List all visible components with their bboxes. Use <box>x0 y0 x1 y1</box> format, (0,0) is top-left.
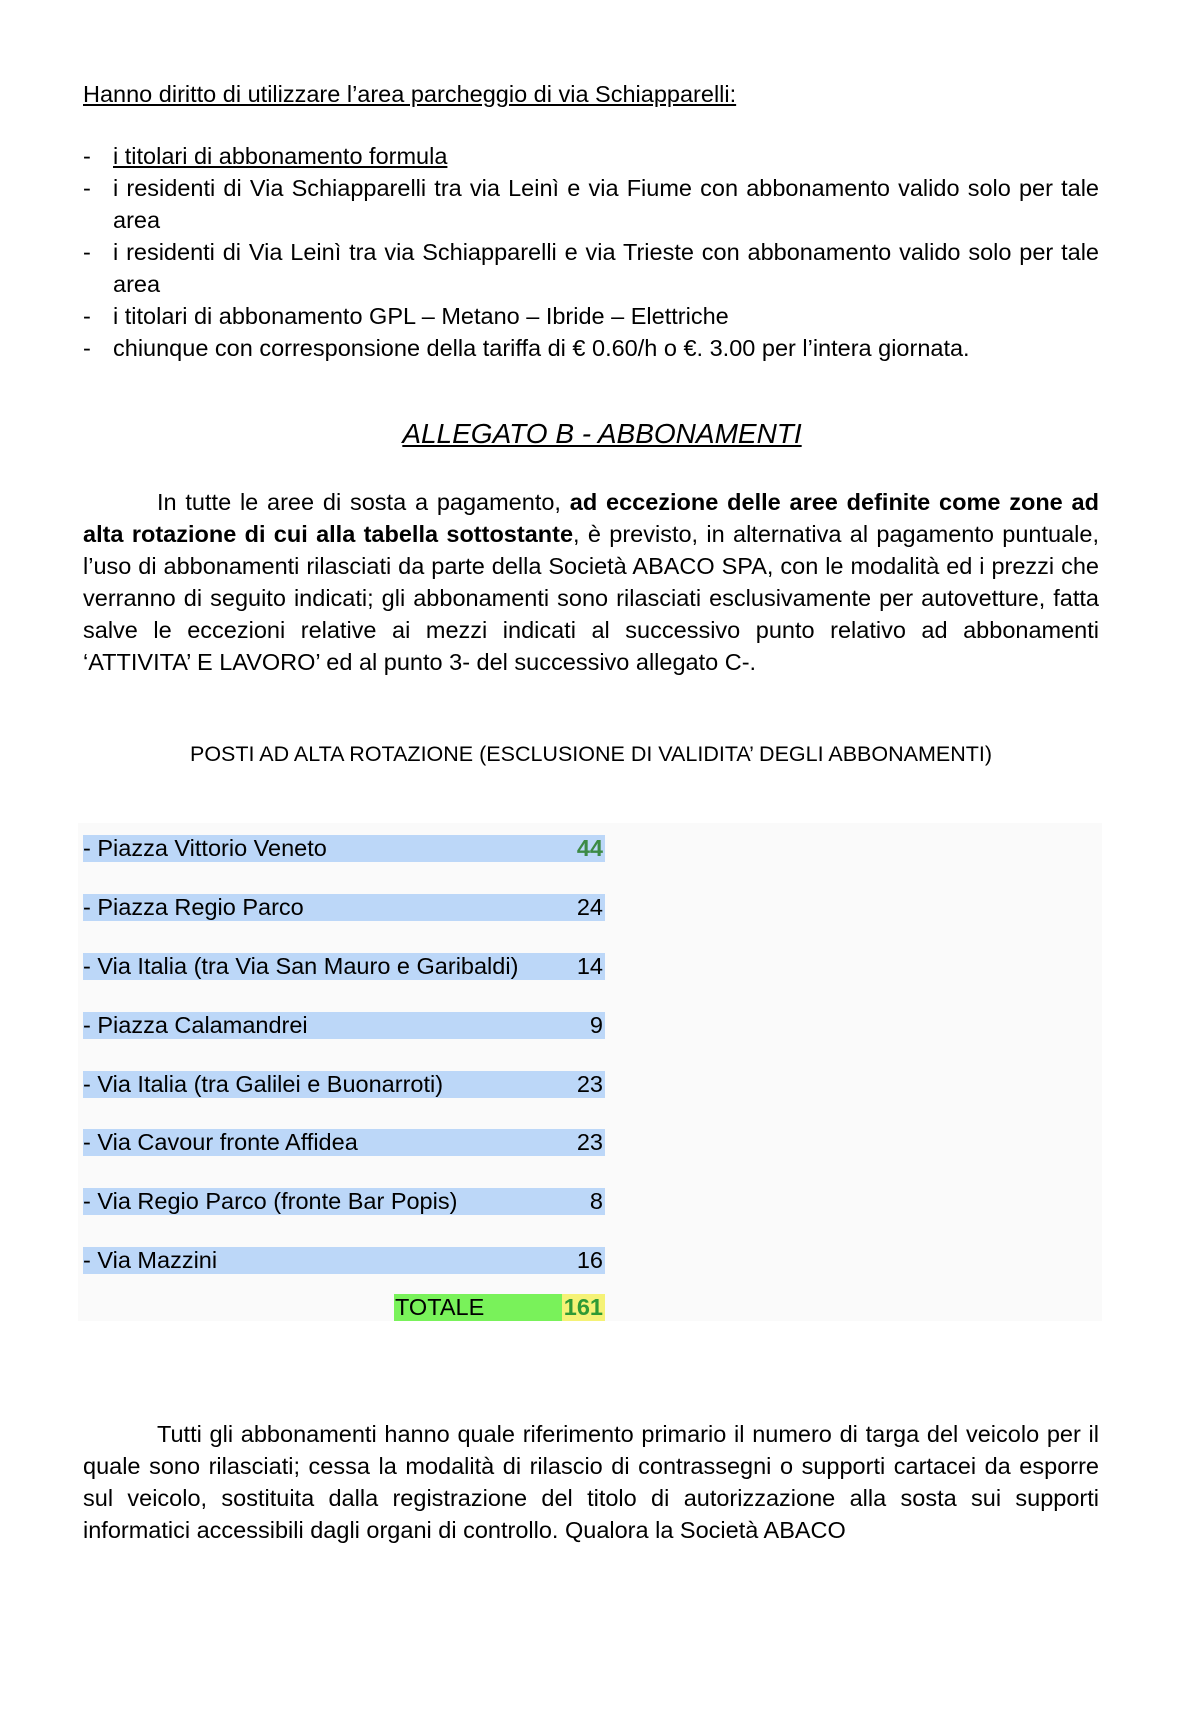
intro-paragraph-start: In tutte le aree di sosta a pagamento, <box>157 489 570 515</box>
row-spaces: 23 <box>576 1071 603 1097</box>
bullet-dash: - <box>83 239 91 265</box>
list-item <box>83 172 1099 236</box>
row-location: - Piazza Regio Parco <box>83 894 304 920</box>
table-row <box>83 835 605 862</box>
table-row <box>83 1188 605 1215</box>
parking-area-heading: Hanno diritto di utilizzare l’area parcheggio di via Schiapparelli: <box>83 81 737 107</box>
list-item-text: i residenti di Via Schiapparelli tra via Leinì e via Fiume con abbonamento valido solo per tale area <box>113 175 1099 233</box>
list-item-text: chiunque con corresponsione della tariffa di € 0.60/h o €. 3.00 per l’intera giornata. <box>113 335 970 361</box>
list-item <box>83 332 1099 364</box>
row-location: - Piazza Vittorio Veneto <box>83 835 327 861</box>
row-location: - Piazza Calamandrei <box>83 1012 308 1038</box>
row-spaces: 44 <box>576 835 603 861</box>
list-item-text: i residenti di Via Leinì tra via Schiapparelli e via Trieste con abbonamento valido solo per tale area <box>113 239 1099 297</box>
bullet-dash: - <box>83 175 91 201</box>
table-row <box>83 894 605 921</box>
intro-paragraph <box>83 486 1099 678</box>
row-spaces: 14 <box>576 953 603 979</box>
bullet-dash: - <box>83 303 91 329</box>
table-row <box>83 1071 605 1098</box>
row-spaces: 16 <box>576 1247 603 1273</box>
intro-paragraph-bold: ad eccezione delle aree definite come zone ad alta rotazione di cui alla tabella sottostante <box>83 489 1099 547</box>
table-row <box>83 1129 605 1156</box>
section-title-text: ALLEGATO B - ABBONAMENTI <box>402 418 802 449</box>
eligibility-list <box>83 140 1099 364</box>
row-location: - Via Cavour fronte Affidea <box>83 1129 358 1155</box>
row-location: - Via Mazzini <box>83 1247 218 1273</box>
bullet-dash: - <box>83 335 91 361</box>
total-value: 161 <box>563 1294 603 1320</box>
list-item <box>83 236 1099 300</box>
row-location: - Via Italia (tra Galilei e Buonarroti) <box>83 1071 444 1097</box>
list-item-text: i titolari di abbonamento GPL – Metano – Ibride – Elettriche <box>113 303 729 329</box>
row-spaces: 23 <box>576 1129 603 1155</box>
subscriptions-paragraph: Tutti gli abbonamenti hanno quale riferimento primario il numero di targa del veicolo per il quale sono rilasciati; cessa la modalità di rilascio di contrassegni o supporti cartacei da esporre sul veicolo, sostituita dalla registrazione del titolo di autorizzazione alla sosta sui supporti informatici accessibili dagli organi di controllo. Qualora la Società ABACO <box>83 1421 1099 1543</box>
list-item <box>83 300 1099 332</box>
table-row <box>83 953 605 980</box>
row-spaces: 9 <box>589 1012 603 1038</box>
table-row <box>83 1247 605 1274</box>
bullet-dash: - <box>83 143 91 169</box>
list-item-text: i titolari di abbonamento formula <box>113 143 448 169</box>
section-title <box>0 418 1196 450</box>
row-location: - Via Regio Parco (fronte Bar Popis) <box>83 1188 458 1214</box>
row-spaces: 24 <box>576 894 603 920</box>
table-caption: POSTI AD ALTA ROTAZIONE (ESCLUSIONE DI VALIDITA’ DEGLI ABBONAMENTI) <box>189 742 993 766</box>
row-location: - Via Italia (tra Via San Mauro e Garibaldi) <box>83 953 519 979</box>
total-value-cell <box>562 1294 605 1321</box>
total-label-cell <box>394 1294 562 1321</box>
list-item <box>83 140 1099 172</box>
total-label: TOTALE <box>395 1294 485 1320</box>
intro-paragraph-rest: , è previsto, in alternativa al pagamento puntuale, l’uso di abbonamenti rilasciati da parte della Società ABACO SPA, con le modalità ed i prezzi che verranno di seguito indicati; gli abbonamenti sono rilasciati esclusivamente per autovetture, fatta salve le eccezioni relative ai mezzi indicati al successivo punto relativo ad abbonamenti ‘ATTIVITA’ E LAVORO’ ed al punto 3- del successivo allegato C-. <box>83 521 1099 675</box>
table-row <box>83 1012 605 1039</box>
row-spaces: 8 <box>589 1188 603 1214</box>
